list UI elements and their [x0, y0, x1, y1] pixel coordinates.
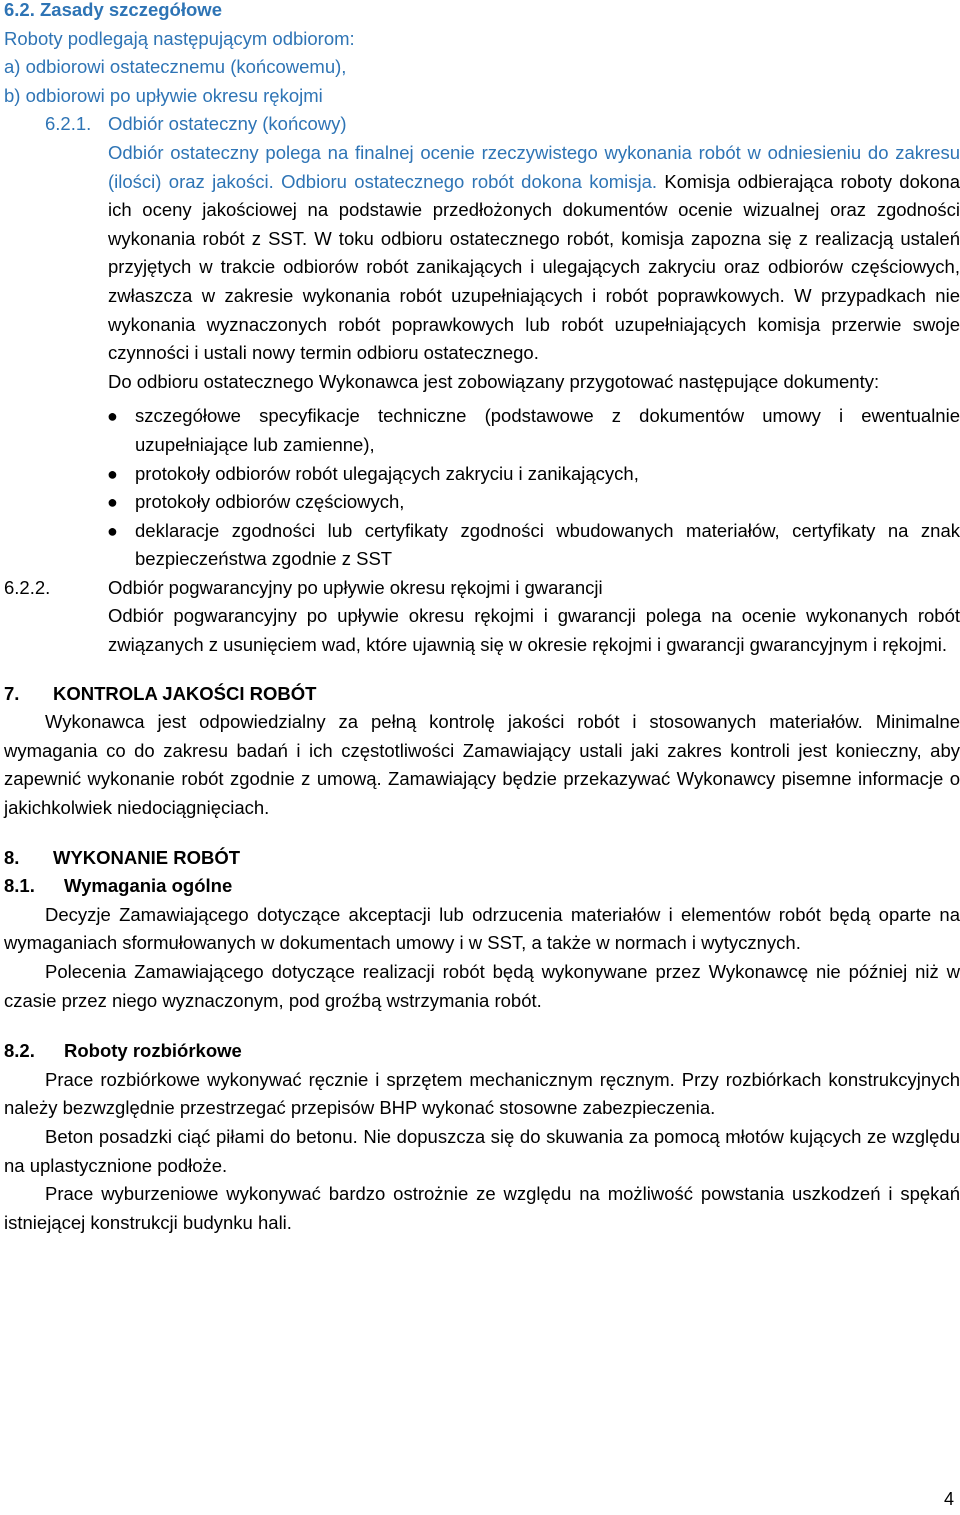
- sec622-paragraph-1: Odbiór pogwarancyjny po upływie okresu rękojmi i gwarancji polega na ocenie wykonanych robót związanych z usunięciem wad, które ujawnią się w okresie rękojmi i gwarancji gwarancyjnym i rękojmi.: [108, 605, 960, 656]
- sec62-item-a: a) odbiorowi ostatecznemu (końcowemu),: [4, 56, 347, 78]
- sec62-item-b: b) odbiorowi po upływie okresu rękojmi: [4, 84, 323, 106]
- heading-6-2-2-number: 6.2.2.: [4, 576, 51, 598]
- sec621-p1-rest: Komisja odbierająca roboty dokona ich oceny jakościowej na podstawie przedłożonych dokumentów ocenie wizualnej oraz zgodności wykonania robót z SST. W toku odbioru ostatecznego robót, komisja zapozna się z realizacją ustaleń przyjętych w trakcie odbiorów robót zanikających i ulegających zakryciu oraz odbiorów częściowych, zwłaszcza w zakresie wykonania robót uzupełniających i robót poprawkowych. W przypadkach nie wykonania wyznaczonych robót poprawkowych lub robót uzupełniających komisja przerwie swoje czynności i ustali nowy termin odbioru ostatecznego.: [108, 170, 960, 364]
- list-item: [4, 402, 960, 459]
- heading-8-1: [4, 872, 960, 901]
- heading-6-2-1-title: Odbiór ostateczny (końcowy): [108, 113, 347, 135]
- sec62-intro: Roboty podlegają następującym odbiorom:: [4, 27, 355, 49]
- heading-8-1-number: 8.1.: [4, 875, 35, 897]
- list-item: [4, 488, 960, 517]
- sec82-paragraph-2: Beton posadzki ciąć piłami do betonu. Nie dopuszcza się do skuwania za pomocą młotów kujących ze względu na uplastycznione podłoże.: [4, 1125, 960, 1176]
- heading-8-2: [4, 1037, 960, 1066]
- heading-6-2-2: [4, 574, 960, 603]
- list-item: [4, 517, 960, 574]
- heading-8-2-title: Roboty rozbiórkowe: [64, 1040, 242, 1062]
- sec621-paragraph-2: Do odbioru ostatecznego Wykonawca jest zobowiązany przygotować następujące dokumenty:: [108, 370, 880, 392]
- sec81-paragraph-2: Polecenia Zamawiającego dotyczące realizacji robót będą wykonywane przez Wykonawcę nie później niż w czasie przez niego wyznaczonym, pod groźbą wstrzymania robót.: [4, 961, 960, 1011]
- heading-7-number: 7.: [4, 682, 20, 704]
- bullet-icon: ●: [107, 492, 118, 513]
- bullet-icon: ●: [107, 463, 118, 484]
- heading-6-2-1: [4, 110, 960, 139]
- bullet-icon: ●: [107, 406, 118, 427]
- bullet-text-4: deklaracje zgodności lub certyfikaty zgodności wbudowanych materiałów, certyfikaty na znak bezpieczeństwa zgodnie z SST: [135, 519, 960, 570]
- document-page: [4, 0, 960, 1237]
- heading-7: [4, 680, 960, 709]
- heading-8: [4, 844, 960, 873]
- list-item: [4, 460, 960, 489]
- sec621-p1-blue: Odbiór ostateczny polega na finalnej ocenie rzeczywistego wykonania robót w odniesieniu do zakresu (ilości) oraz jakości. Odbioru ostatecznego robót dokona komisja.: [108, 141, 960, 192]
- heading-6-2-1-number: 6.2.1.: [45, 113, 92, 135]
- sec82-paragraph-3: Prace wyburzeniowe wykonywać bardzo ostrożnie ze względu na możliwość powstania uszkodzeń i spękań istniejącej konstrukcji budynku hali.: [4, 1183, 960, 1233]
- heading-8-2-number: 8.2.: [4, 1040, 35, 1062]
- heading-8-title: WYKONANIE ROBÓT: [53, 846, 241, 868]
- sec621-paragraph-1: [4, 139, 960, 368]
- bullet-text-2: protokoły odbiorów robót ulegających zakryciu i zanikających,: [135, 462, 639, 484]
- heading-7-title: KONTROLA JAKOŚCI ROBÓT: [53, 682, 317, 704]
- bullet-icon: ●: [107, 520, 118, 541]
- heading-6-2: 6.2. Zasady szczegółowe: [4, 0, 222, 20]
- page-number: 4: [943, 1489, 954, 1509]
- bullet-text-1: szczegółowe specyfikacje techniczne (podstawowe z dokumentów umowy i ewentualnie uzupełniające lub zamienne),: [135, 405, 960, 455]
- bullet-text-3: protokoły odbiorów częściowych,: [135, 491, 405, 513]
- sec81-paragraph-1: Decyzje Zamawiającego dotyczące akceptacji lub odrzucenia materiałów i elementów robót będą oparte na wymaganiach sformułowanych w dokumentach umowy i w SST, a także w normach i wytycznych.: [4, 903, 960, 954]
- heading-8-1-title: Wymagania ogólne: [64, 875, 233, 897]
- heading-8-number: 8.: [4, 846, 20, 868]
- sec82-paragraph-1: Prace rozbiórkowe wykonywać ręcznie i sprzętem mechanicznym ręcznym. Przy rozbiórkach konstrukcyjnych należy bezwzględnie przestrzegać przepisów BHP wykonać stosowne zabezpieczenia.: [4, 1068, 960, 1119]
- sec7-paragraph-1: Wykonawca jest odpowiedzialny za pełną kontrolę jakości robót i stosowanych materiałów. Minimalne wymagania co do zakresu badań i ich częstotliwości Zamawiający ustali jaki zakres kontroli jest konieczny, aby zapewnić wykonanie robót zgodnie z umową. Zamawiający będzie przekazywać Wykonawcy pisemne informacje o jakichkolwiek niedociągnięciach.: [4, 711, 960, 819]
- heading-6-2-2-title: Odbiór pogwarancyjny po upływie okresu rękojmi i gwarancji: [108, 576, 603, 598]
